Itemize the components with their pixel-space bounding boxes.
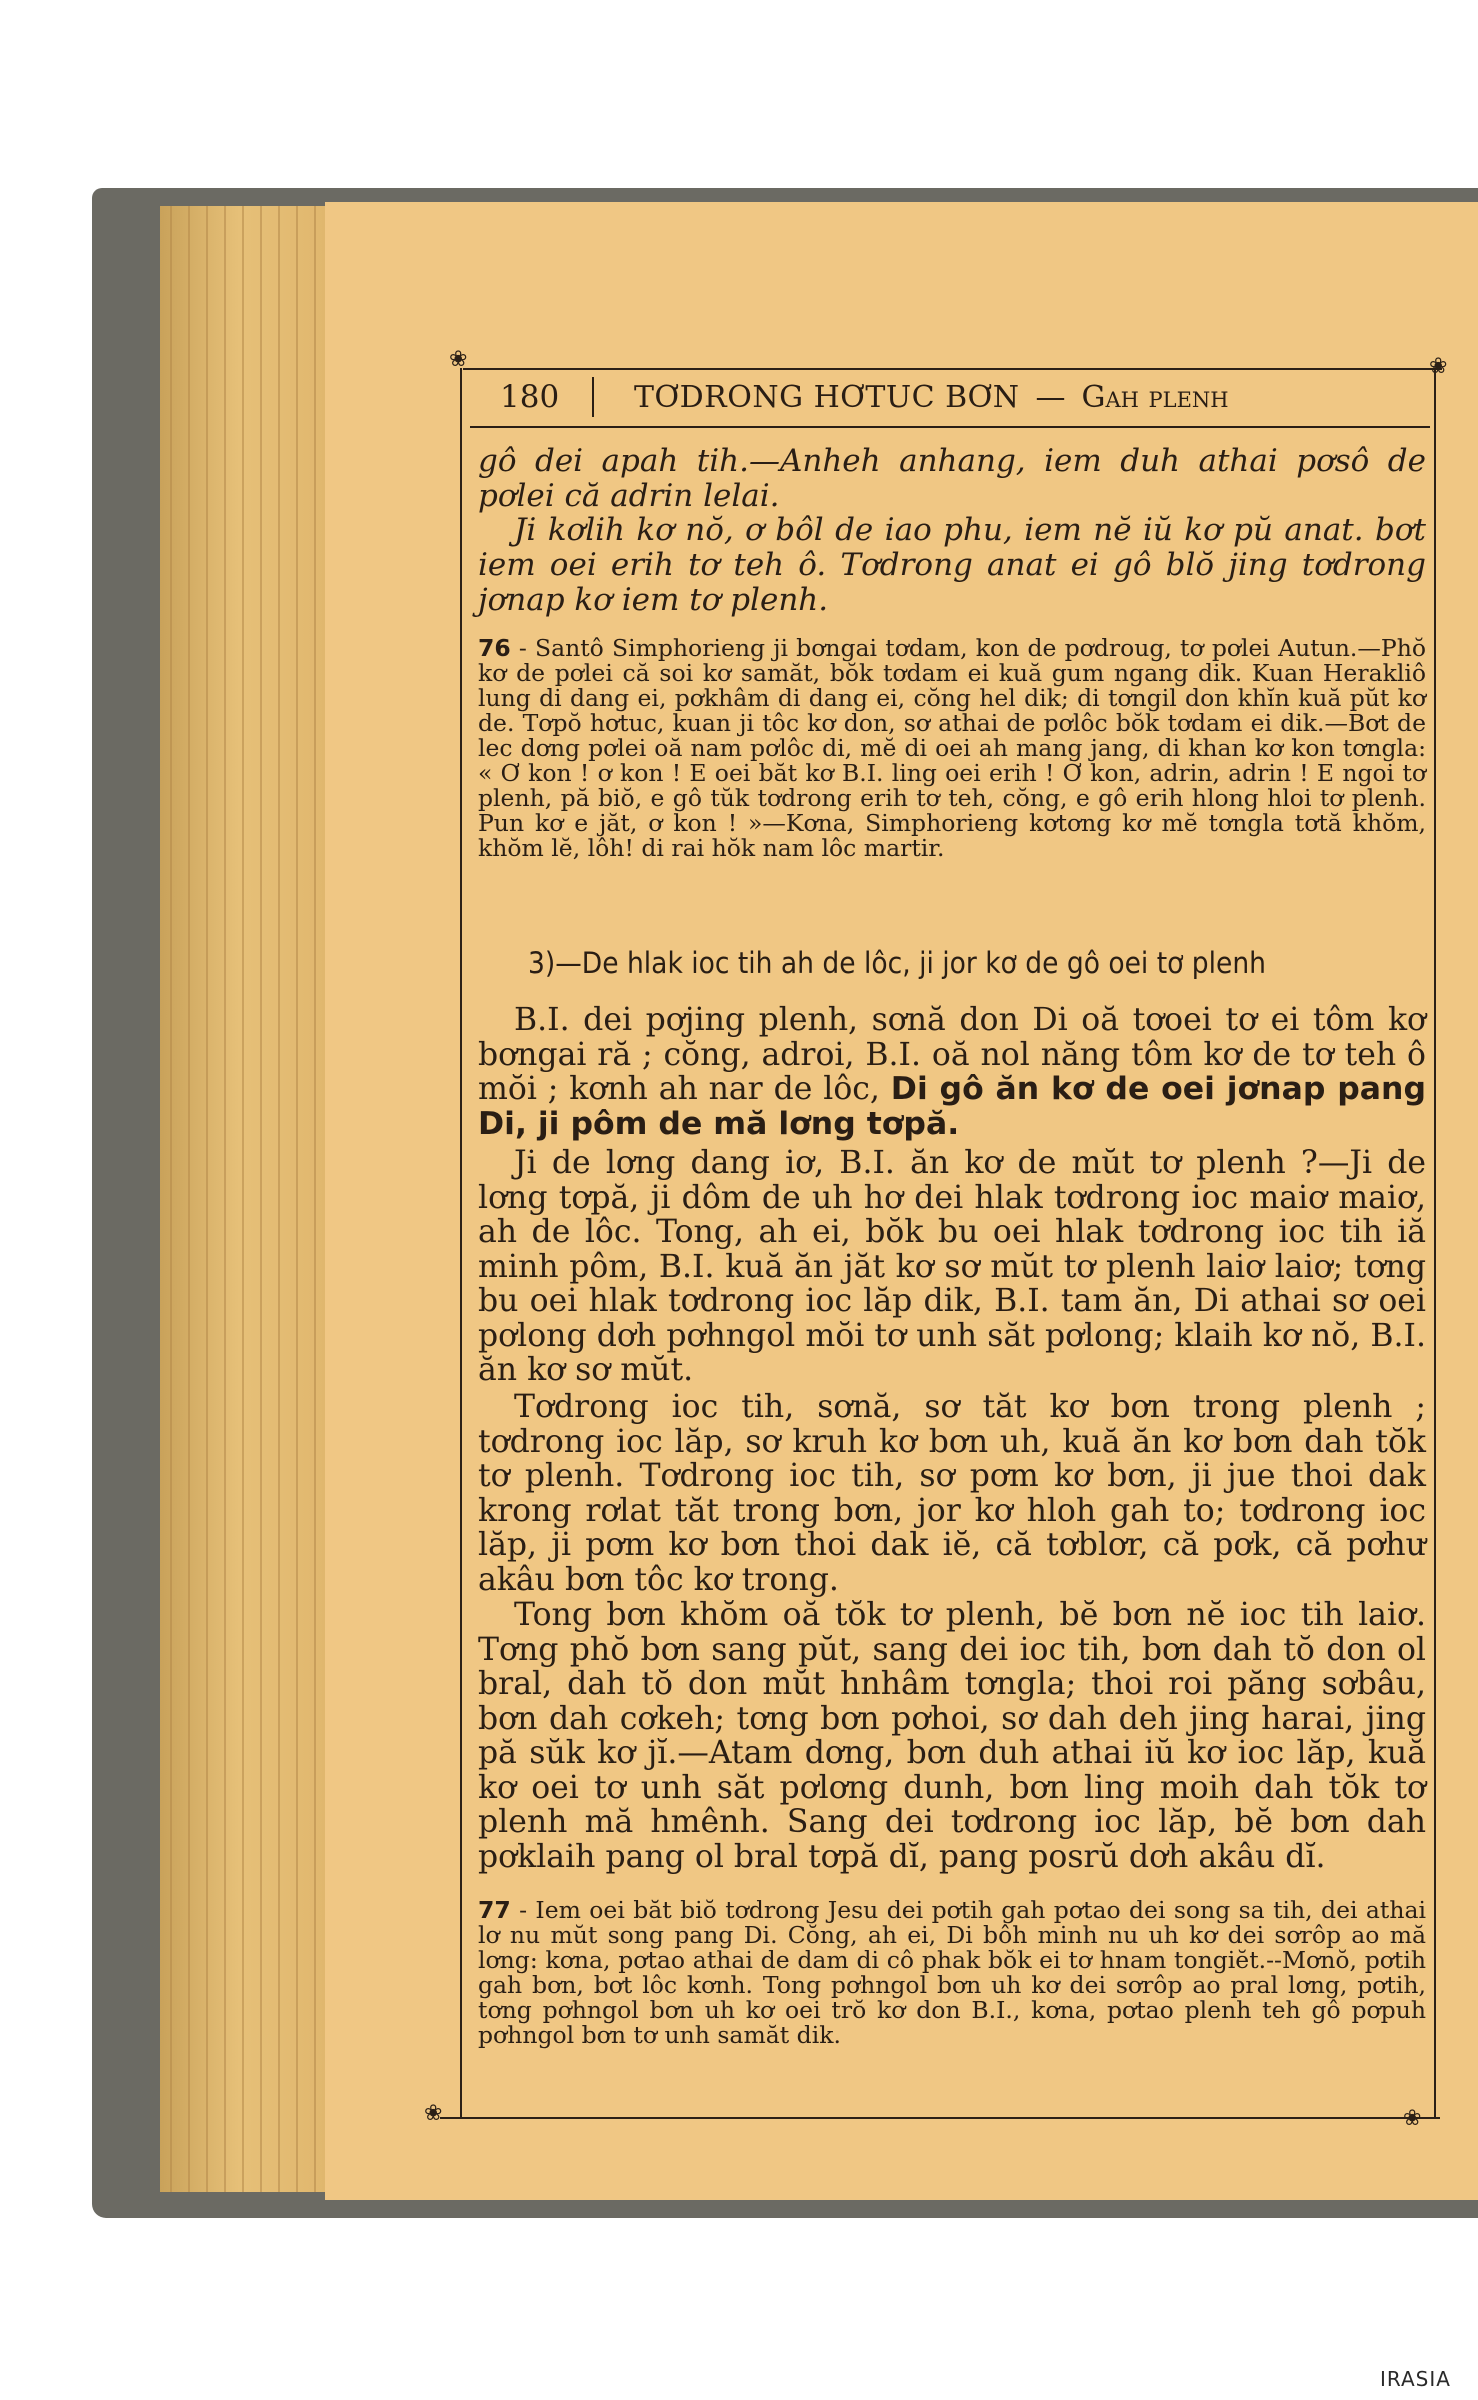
page-edges: [160, 206, 330, 2192]
paragraph-2: Ji kơlih kơ nŏ, ơ bôl de iao phu, iem nĕ iŭ kơ pŭ anat. bơt iem oei erih tơ teh ô. Tơdrong anat ei gô blŏ jing tơdrong jơnap kơ iem tơ plenh.: [478, 512, 1426, 618]
frame-top-rule: [463, 368, 1442, 370]
paragraph-3-emphasis: Di gô ăn kơ de oei jơnap pang Di, ji pôm de mă lơng tơpă.: [478, 1071, 1426, 1142]
paragraph-3: [478, 1003, 1426, 1141]
section-subheading: 3)—De hlak ioc tih ah de lôc, ji jor kơ de gô oei tơ plenh: [528, 946, 1266, 980]
frame-right-rule: [1434, 368, 1436, 2118]
running-title: TƠDRONG HƠTUC BƠN: [634, 379, 1020, 415]
corner-ornament-icon: ❀: [449, 347, 468, 372]
footnote-number: 77: [478, 1896, 511, 1924]
header-rule: [470, 426, 1430, 428]
corner-ornament-icon: ❀: [1403, 2106, 1422, 2131]
frame-left-rule: [460, 368, 462, 2118]
paragraph-5: Tơdrong ioc tih, sơnă, sơ tăt kơ bơn trong plenh ; tơdrong ioc lăp, sơ kruh kơ bơn uh, kuă ăn kơ bơn dah tŏk tơ plenh. Tơdrong ioc tih, sơ pơm kơ bơn, ji jue thoi dak krong rơlat tăt trong bơn, jor kơ hloh gah to; tơdrong ioc lăp, ji pơm kơ bơn thoi dak iĕ, că tơblơr, că pơk, că pơhư akâu bơn tôc kơ trong.: [478, 1389, 1426, 1598]
watermark: IRASIA: [1380, 2367, 1451, 2391]
footnote-77: [478, 1898, 1426, 2048]
corner-ornament-icon: ❀: [1429, 354, 1448, 379]
paragraph-1: gô dei apah tih.—Anheh anhang, iem duh athai pơsô de pơlei că adrin lelai.: [478, 443, 1426, 514]
running-dash: —: [1035, 379, 1066, 415]
footnote-76: [478, 636, 1426, 861]
running-header: [500, 375, 1400, 419]
frame-bottom-rule: [440, 2117, 1440, 2119]
footnote-text: - Iem oei băt biŏ tơdrong Jesu dei pơtih gah pơtao dei song sa tih, dei athai lơ nu mŭt song pang Di. Cŏng, ah ei, Di bôh minh nu uh kơ dei sơrôp ao mă lơng: kơna, pơtao athai de dam di cô phak bŏk ei tơ hnam tongiĕt.--Mơnŏ, pơtih gah bơn, bơt lôc kơnh. Tong pơhngol bơn uh kơ dei sơrôp ao pral lơng, pơtih, tơng pơhngol bơn uh kơ oei trŏ kơ don B.I., kơna, pơtao plenh teh gô pơpuh pơhngol bơn tơ unh samăt dik.: [478, 1896, 1426, 2049]
paragraph-3-text: B.I. dei pơjing plenh, sơnă don Di oă tơoei tơ ei tôm kơ bơngai ră ; cŏng, adroi, B.I. oă nol năng tôm kơ de tơ teh ô mŏi ; kơnh ah nar de lôc,: [478, 1002, 1426, 1107]
paragraph-6: Tong bơn khŏm oă tŏk tơ plenh, bĕ bơn nĕ ioc tih laiơ. Tơng phŏ bơn sang pŭt, sang dei ioc tih, bơn dah tŏ don ol bral, dah tŏ don mŭt hnhâm tơngla; thoi roi păng sơbâu, bơn dah cơkeh; tơng bơn pơhoi, sơ dah deh jing harai, jing pă sŭk kơ jĭ.—Atam dơng, bơn duh athai iŭ kơ ioc lăp, kuă kơ oei tơ unh săt pơlơng dunh, bơn ling moih dah tŏk tơ plenh mă hmênh. Sang dei tơdrong ioc lăp, bĕ bơn dah pơklaih pang ol bral tơpă dĭ, pang posrŭ dơh akâu dĭ.: [478, 1597, 1426, 1875]
corner-ornament-icon: ❀: [424, 2101, 443, 2126]
header-separator: [592, 377, 594, 417]
page-number: 180: [500, 379, 560, 415]
running-section: Gah plenh: [1081, 379, 1229, 415]
footnote-text: - Santô Simphorieng ji bơngai tơdam, kon de pơdroug, tơ pơlei Autun.—Phŏ kơ de pơlei că soi kơ samăt, bŏk tơdam ei kuă gum ngang dik. Kuan Herakliô lung di dang ei, pơkhâm di dang ei, cŏng hel dik; di tơngil don khĭn kuă pŭt kơ de. Tơpŏ hơtuc, kuan ji tôc kơ don, sơ athai de pơlôc bŏk tơdam ei dik.—Bơt de lec dơng pơlei oă nam pơlôc di, mĕ di oei ah mang jang, di khan kơ kon tơngla: « Ơ kon ! ơ kon ! E oei băt kơ B.I. ling oei erih ! Ơ kon, adrin, adrin ! E ngoi tơ plenh, pă biŏ, e gô tŭk tơdrong erih tơ teh, cŏng, e gô erih hlong hloi tơ plenh. Pun kơ e jăt, ơ kon ! »—Kơna, Simphorieng kơtơng kơ mĕ tơngla tơtă khŏm, khŏm lĕ, lôh! di rai hŏk nam lôc martir.: [478, 634, 1426, 862]
paragraph-4: Ji de lơng dang iơ, B.I. ăn kơ de mŭt tơ plenh ?—Ji de lơng tơpă, ji dôm de uh hơ dei hlak tơdrong ioc maiơ maiơ, ah de lôc. Tong, ah ei, bŏk bu oei hlak tơdrong ioc tih iă minh pôm, B.I. kuă ăn jăt kơ sơ mŭt tơ plenh laiơ laiơ; tơng bu oei hlak tơdrong ioc lăp dik, B.I. tam ăn, Di athai sơ oei pơlong dơh pơhngol mŏi tơ unh săt pơlong; klaih kơ nŏ, B.I. ăn kơ sơ mŭt.: [478, 1145, 1426, 1388]
footnote-number: 76: [478, 634, 511, 662]
